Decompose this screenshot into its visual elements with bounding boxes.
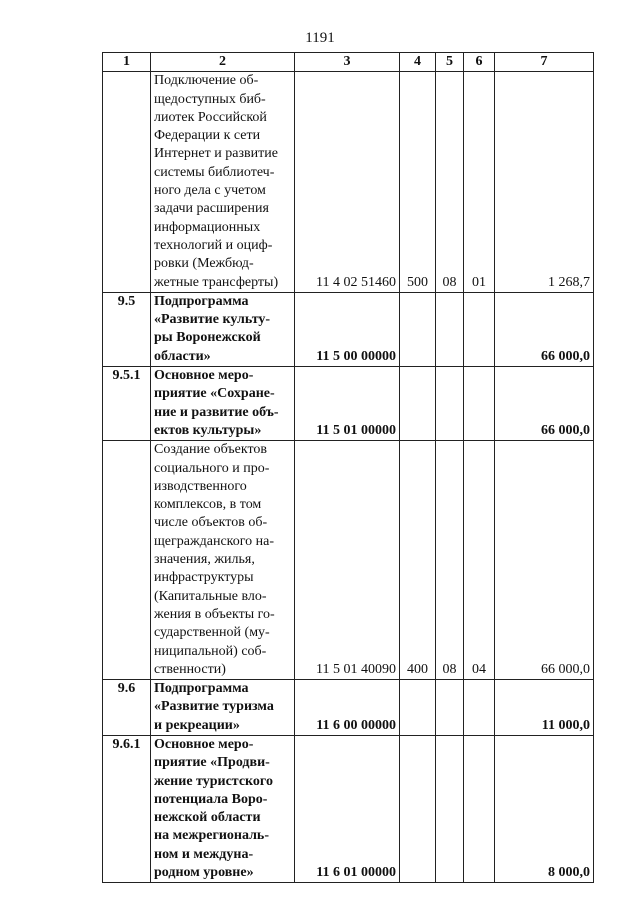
row-number-cell bbox=[103, 72, 151, 293]
row-name-line: ственности) bbox=[154, 661, 226, 677]
row-code-cell: 11 4 02 51460 bbox=[295, 72, 400, 293]
row-col6-cell bbox=[464, 292, 495, 366]
row-name-line: системы библиотеч- bbox=[154, 164, 275, 180]
row-number-cell: 9.6.1 bbox=[103, 735, 151, 882]
row-name-cell bbox=[151, 72, 295, 293]
row-name-line: «Развитие туризма bbox=[154, 699, 274, 715]
row-name-line: «Развитие культу- bbox=[154, 312, 271, 328]
row-name-line: ние и развитие объ- bbox=[154, 404, 279, 420]
row-name-line: изводственного bbox=[154, 478, 247, 494]
row-name-line: ного дела с учетом bbox=[154, 183, 266, 199]
row-sum-cell: 66 000,0 bbox=[495, 441, 594, 680]
row-name-line: Создание объектов bbox=[154, 442, 268, 458]
row-name-line: задачи расширения bbox=[154, 201, 269, 217]
header-cell: 5 bbox=[436, 53, 464, 72]
row-col6-cell: 04 bbox=[464, 441, 495, 680]
row-name-line: ном и междуна- bbox=[154, 846, 254, 862]
row-sum-cell: 8 000,0 bbox=[495, 735, 594, 882]
row-name-cell bbox=[151, 292, 295, 366]
row-col5-cell: 08 bbox=[436, 441, 464, 680]
row-sum-cell: 66 000,0 bbox=[495, 367, 594, 441]
row-name-line: Интернет и развитие bbox=[154, 146, 278, 162]
header-cell: 1 bbox=[103, 53, 151, 72]
row-name-line: жения в объекты го- bbox=[154, 606, 275, 622]
row-code-cell: 11 6 00 00000 bbox=[295, 680, 400, 736]
row-code-cell: 11 5 01 00000 bbox=[295, 367, 400, 441]
table-row bbox=[103, 735, 594, 882]
row-name-line: приятие «Сохране- bbox=[154, 386, 275, 402]
header-row bbox=[103, 53, 594, 72]
row-name-line: родном уровне» bbox=[154, 865, 254, 881]
row-code-cell: 11 5 01 40090 bbox=[295, 441, 400, 680]
row-col4-cell: 400 bbox=[400, 441, 436, 680]
row-name-line: ровки (Межбюд- bbox=[154, 256, 254, 272]
row-sum-cell: 1 268,7 bbox=[495, 72, 594, 293]
row-name-line: технологий и оциф- bbox=[154, 237, 273, 253]
row-number-cell: 9.5 bbox=[103, 292, 151, 366]
row-col5-cell bbox=[436, 292, 464, 366]
row-name-line: и рекреации» bbox=[154, 717, 240, 733]
row-name-line: ниципальной) соб- bbox=[154, 643, 267, 659]
row-code-cell: 11 6 01 00000 bbox=[295, 735, 400, 882]
header-cell: 4 bbox=[400, 53, 436, 72]
row-col6-cell: 01 bbox=[464, 72, 495, 293]
row-col5-cell bbox=[436, 680, 464, 736]
row-name-cell bbox=[151, 680, 295, 736]
page-number: 1191 bbox=[305, 30, 335, 46]
row-name-line: Подпрограмма bbox=[154, 681, 249, 697]
row-name-line: на межрегиональ- bbox=[154, 828, 270, 844]
table-row bbox=[103, 72, 594, 293]
row-sum-cell: 66 000,0 bbox=[495, 292, 594, 366]
row-name-line: лиотек Российской bbox=[154, 109, 267, 125]
row-col4-cell bbox=[400, 735, 436, 882]
header-cell: 2 bbox=[151, 53, 295, 72]
row-name-line: Подпрограмма bbox=[154, 293, 249, 309]
header-cell: 7 bbox=[495, 53, 594, 72]
row-name-line: жетные трансферты) bbox=[154, 274, 279, 290]
row-col6-cell bbox=[464, 367, 495, 441]
table-row bbox=[103, 292, 594, 366]
row-name-line: (Капитальные вло- bbox=[154, 588, 267, 604]
row-number-cell: 9.5.1 bbox=[103, 367, 151, 441]
row-col6-cell bbox=[464, 680, 495, 736]
row-name-line: нежской области bbox=[154, 810, 261, 826]
budget-table bbox=[102, 52, 594, 883]
header-cell: 3 bbox=[295, 53, 400, 72]
row-name-line: ры Воронежской bbox=[154, 330, 261, 346]
row-name-line: сударственной (му- bbox=[154, 625, 270, 641]
row-name-line: инфраструктуры bbox=[154, 570, 254, 586]
row-col6-cell bbox=[464, 735, 495, 882]
table-row bbox=[103, 680, 594, 736]
row-col4-cell: 500 bbox=[400, 72, 436, 293]
row-name-cell bbox=[151, 735, 295, 882]
row-name-line: Основное меро- bbox=[154, 368, 254, 384]
row-name-line: числе объектов об- bbox=[154, 515, 268, 531]
row-name-line: Подключение об- bbox=[154, 73, 259, 89]
table-row bbox=[103, 441, 594, 680]
row-name-line: приятие «Продви- bbox=[154, 755, 270, 771]
row-col5-cell bbox=[436, 735, 464, 882]
row-number-cell: 9.6 bbox=[103, 680, 151, 736]
row-name-line: щегражданского на- bbox=[154, 533, 275, 549]
row-number-cell bbox=[103, 441, 151, 680]
row-name-line: щедоступных биб- bbox=[154, 91, 266, 107]
row-name-line: области» bbox=[154, 348, 211, 364]
row-name-line: информационных bbox=[154, 219, 261, 235]
row-name-cell bbox=[151, 441, 295, 680]
row-sum-cell: 11 000,0 bbox=[495, 680, 594, 736]
row-name-cell bbox=[151, 367, 295, 441]
row-name-line: ектов культуры» bbox=[154, 422, 262, 438]
row-name-line: значения, жилья, bbox=[154, 552, 255, 568]
row-name-line: жение туристского bbox=[154, 773, 273, 789]
row-name-line: потенциала Воро- bbox=[154, 791, 268, 807]
row-name-line: социального и про- bbox=[154, 460, 270, 476]
row-col4-cell bbox=[400, 680, 436, 736]
row-col5-cell bbox=[436, 367, 464, 441]
header-cell: 6 bbox=[464, 53, 495, 72]
row-name-line: Основное меро- bbox=[154, 736, 254, 752]
row-code-cell: 11 5 00 00000 bbox=[295, 292, 400, 366]
row-name-line: Федерации к сети bbox=[154, 128, 261, 144]
row-name-line: комплексов, в том bbox=[154, 497, 262, 513]
row-col5-cell: 08 bbox=[436, 72, 464, 293]
row-col4-cell bbox=[400, 292, 436, 366]
table-row bbox=[103, 367, 594, 441]
row-col4-cell bbox=[400, 367, 436, 441]
